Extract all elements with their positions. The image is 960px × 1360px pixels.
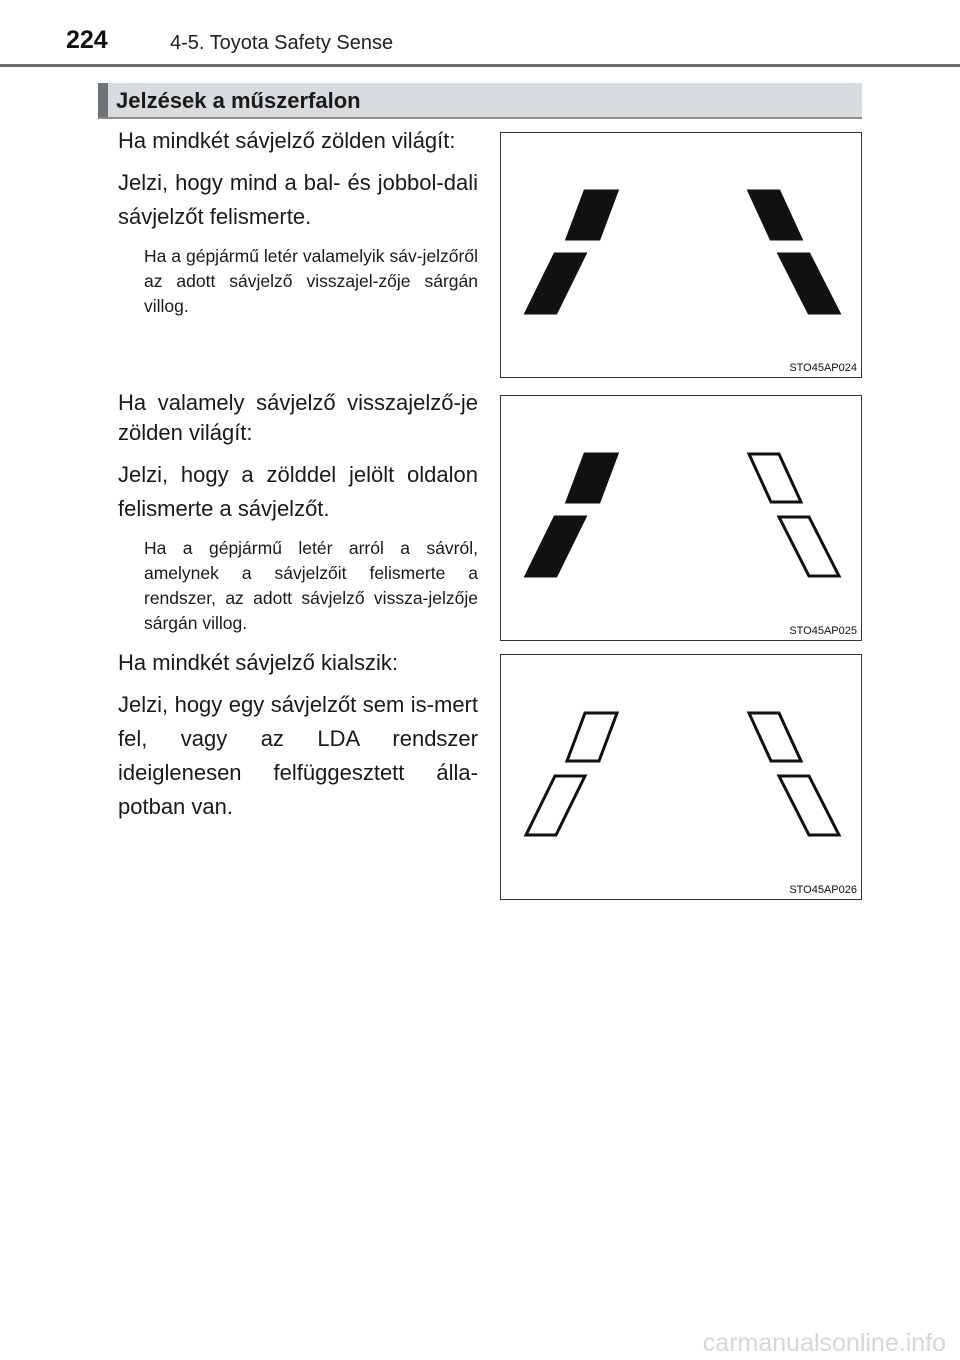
section-title: Jelzések a műszerfalon (116, 88, 361, 113)
right-lane-marker-lower (779, 254, 839, 313)
right-lane-marker-upper (749, 713, 801, 761)
left-lane-marker-upper (567, 454, 617, 502)
right-lane-marker-upper (749, 191, 801, 239)
section-heading (98, 83, 862, 119)
condition-text: Ha mindkét sávjelző kialszik: (118, 650, 398, 675)
indicator-item-1 (118, 126, 478, 319)
note-text: Ha a gépjármű letér valamelyik sáv-jelzőről az adott sávjelző visszajel-zője sárgán villog. (144, 246, 478, 316)
left-lane-marker-lower (526, 254, 585, 313)
condition-text: Ha mindkét sávjelző zölden világít: (118, 128, 456, 153)
description-text: Jelzi, hogy a zölddel jelölt oldalon felismerte a sávjelzőt. (118, 462, 478, 521)
header-divider (0, 64, 960, 67)
right-lane-marker-lower (779, 776, 839, 835)
note-text: Ha a gépjármű letér arról a sávról, amelynek a sávjelzőit felismerte a rendszer, az adott sávjelző vissza-jelzője sárgán villog. (144, 538, 478, 633)
description-text: Jelzi, hogy egy sávjelzőt sem is-mert fel, vagy az LDA rendszer ideiglenesen felfüggesztett álla-potban van. (118, 692, 478, 819)
figure-code: STO45AP025 (789, 625, 857, 637)
lane-figure-2 (500, 395, 862, 641)
left-lane-marker-lower (526, 517, 585, 576)
indicator-item-2 (118, 388, 478, 636)
left-lane-marker-lower (526, 776, 585, 835)
right-lane-marker-upper (749, 454, 801, 502)
lane-marker-illustration (501, 133, 861, 377)
condition-text: Ha valamely sávjelző visszajelző-je zölden világít: (118, 390, 478, 445)
left-lane-marker-upper (567, 713, 617, 761)
description-text: Jelzi, hogy mind a bal- és jobbol-dali sávjelzőt felismerte. (118, 170, 478, 229)
figure-code: STO45AP026 (789, 884, 857, 896)
lane-marker-illustration (501, 396, 861, 640)
indicator-item-3 (118, 648, 478, 834)
chapter-title: 4-5. Toyota Safety Sense (170, 32, 394, 54)
figure-code: STO45AP024 (789, 362, 857, 374)
page-number: 224 (66, 26, 108, 54)
watermark-text: carmanualsonline.info (702, 1329, 946, 1357)
lane-figure-1 (500, 132, 862, 378)
heading-accent-bar (98, 83, 108, 117)
lane-figure-3 (500, 654, 862, 900)
right-lane-marker-lower (779, 517, 839, 576)
left-lane-marker-upper (567, 191, 617, 239)
lane-marker-illustration (501, 655, 861, 899)
page-header (0, 0, 960, 66)
